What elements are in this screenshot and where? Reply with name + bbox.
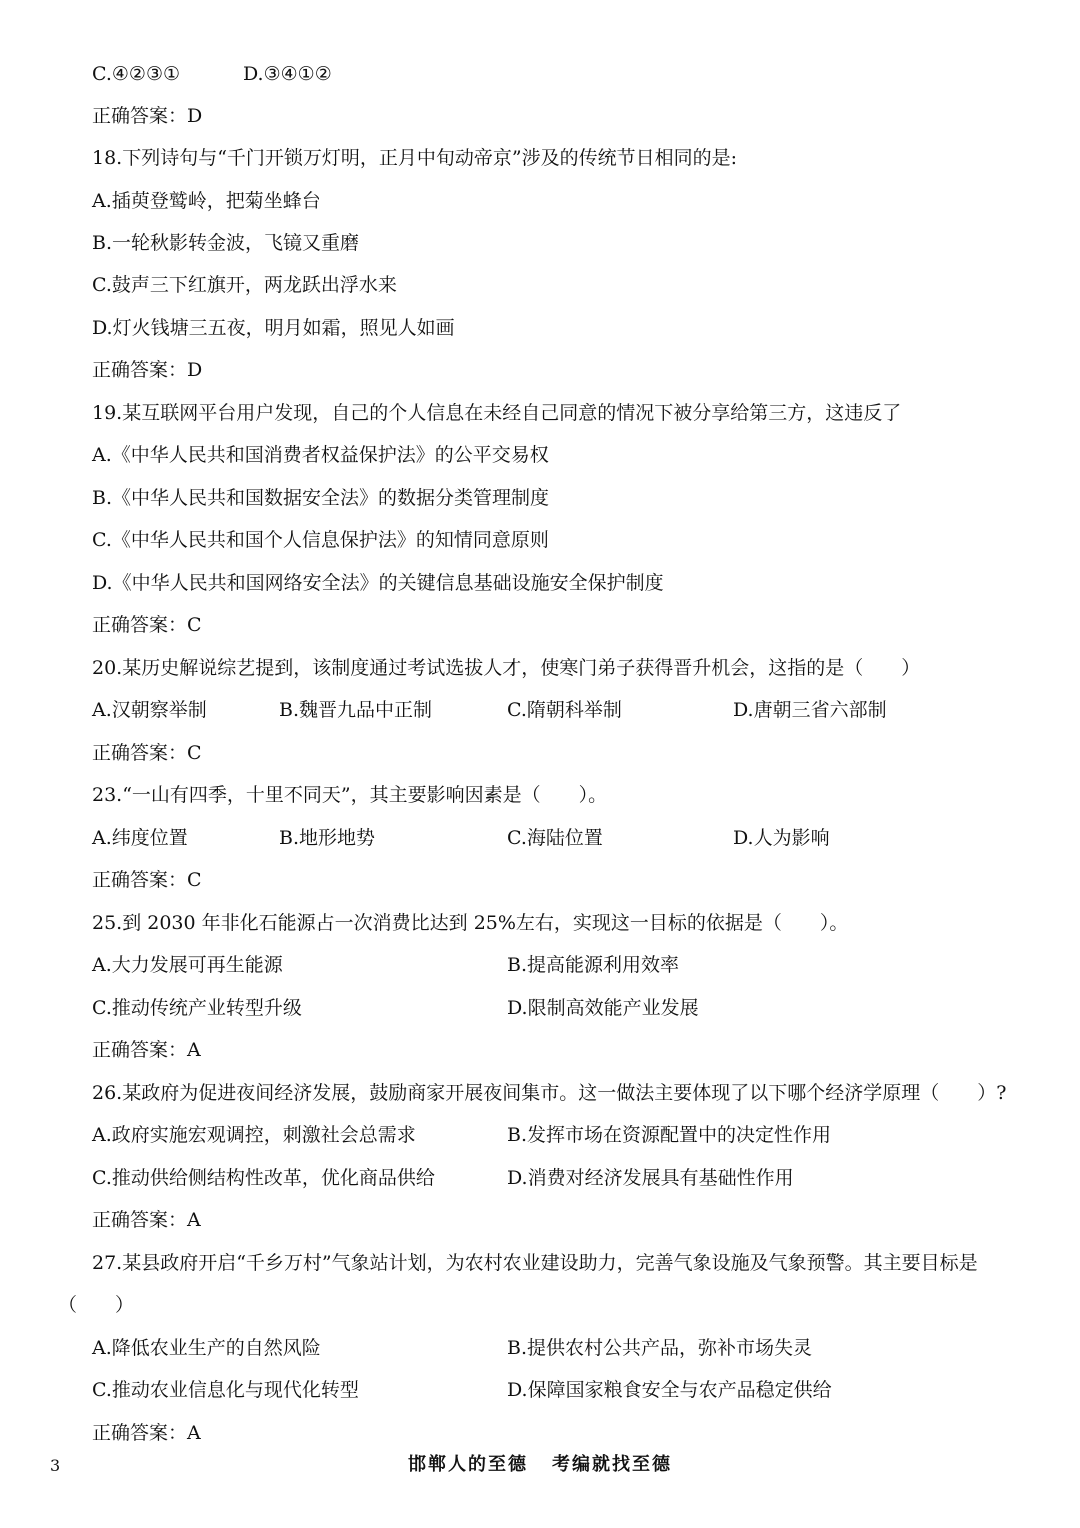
option-c: C.《中华人民共和国个人信息保护法》的知情同意原则 [92,529,549,551]
answer-27: 正确答案：A [92,1422,201,1444]
option-c: C.海陆位置 [507,827,603,849]
question-20: 20.某历史解说综艺提到，该制度通过考试选拔人才，使寒门弟子获得晋升机会，这指的是（ ） [92,657,921,679]
question-26: 26.某政府为促进夜间经济发展，鼓励商家开展夜间集市。这一做法主要体现了以下哪个经济学原理（ ）? [92,1082,1007,1104]
question-27-continuation: （ ） [58,1294,135,1316]
question-23: 23.“一山有四季，十里不同天”，其主要影响因素是（ ）。 [92,784,608,806]
option-c: C.推动供给侧结构性改革，优化商品供给 [92,1167,435,1189]
option-d: D.消费对经济发展具有基础性作用 [507,1167,794,1189]
option-c: C.推动传统产业转型升级 [92,997,302,1019]
option-d: D.灯火钱塘三五夜，明月如霜，照见人如画 [92,317,455,339]
option-c: C.推动农业信息化与现代化转型 [92,1379,359,1401]
option-a: A.插萸登鹫岭，把菊坐蜂台 [92,190,321,212]
option-d: D.限制高效能产业发展 [507,997,699,1019]
option-a: A.汉朝察举制 [92,699,207,721]
option-b: B.地形地势 [279,827,376,849]
answer-17: 正确答案：D [92,105,203,127]
option-c: C.隋朝科举制 [507,699,622,721]
option-b: B.提高能源利用效率 [507,954,680,976]
answer-18: 正确答案：D [92,359,203,381]
option-c: C.鼓声三下红旗开，两龙跃出浮水来 [92,274,397,296]
question-19: 19.某互联网平台用户发现，自己的个人信息在未经自己同意的情况下被分享给第三方，这违反了 [92,402,902,424]
option-a: A.政府实施宏观调控，刺激社会总需求 [92,1124,416,1146]
question-18: 18.下列诗句与“千门开锁万灯明，正月中旬动帝京”涉及的传统节日相同的是: [92,147,738,169]
question-27: 27.某县政府开启“千乡万村”气象站计划，为农村农业建设助力，完善气象设施及气象预警。其主要目标是 [92,1252,978,1274]
option-b: B.发挥市场在资源配置中的决定性作用 [507,1124,832,1146]
option-b: B.提供农村公共产品，弥补市场失灵 [507,1337,813,1359]
page-number: 3 [50,1456,61,1475]
option-c: C.④②③① [92,63,181,85]
answer-25: 正确答案：A [92,1039,201,1061]
option-d: D.唐朝三省六部制 [733,699,887,721]
option-d: D.③④①② [243,63,332,85]
question-25: 25.到 2030 年非化石能源占一次消费比达到 25%左右，实现这一目标的依据是（ ）。 [92,912,849,934]
answer-26: 正确答案：A [92,1209,201,1231]
option-a: A.大力发展可再生能源 [92,954,283,976]
option-a: A.纬度位置 [92,827,188,849]
option-d: D.人为影响 [733,827,830,849]
option-a: A.降低农业生产的自然风险 [92,1337,321,1359]
footer-slogan-left: 邯郸人的至德 [408,1454,528,1475]
answer-23: 正确答案：C [92,869,202,891]
answer-20: 正确答案：C [92,742,202,764]
option-b: B.《中华人民共和国数据安全法》的数据分类管理制度 [92,487,550,509]
option-b: B.魏晋九品中正制 [279,699,433,721]
option-a: A.《中华人民共和国消费者权益保护法》的公平交易权 [92,444,549,466]
footer-slogan-right: 考编就找至德 [552,1454,672,1475]
option-d: D.保障国家粮食安全与农产品稳定供给 [507,1379,832,1401]
answer-19: 正确答案：C [92,614,202,636]
option-d: D.《中华人民共和国网络安全法》的关键信息基础设施安全保护制度 [92,572,664,594]
footer-slogan [0,1453,1080,1477]
option-b: B.一轮秋影转金波，飞镜又重磨 [92,232,360,254]
